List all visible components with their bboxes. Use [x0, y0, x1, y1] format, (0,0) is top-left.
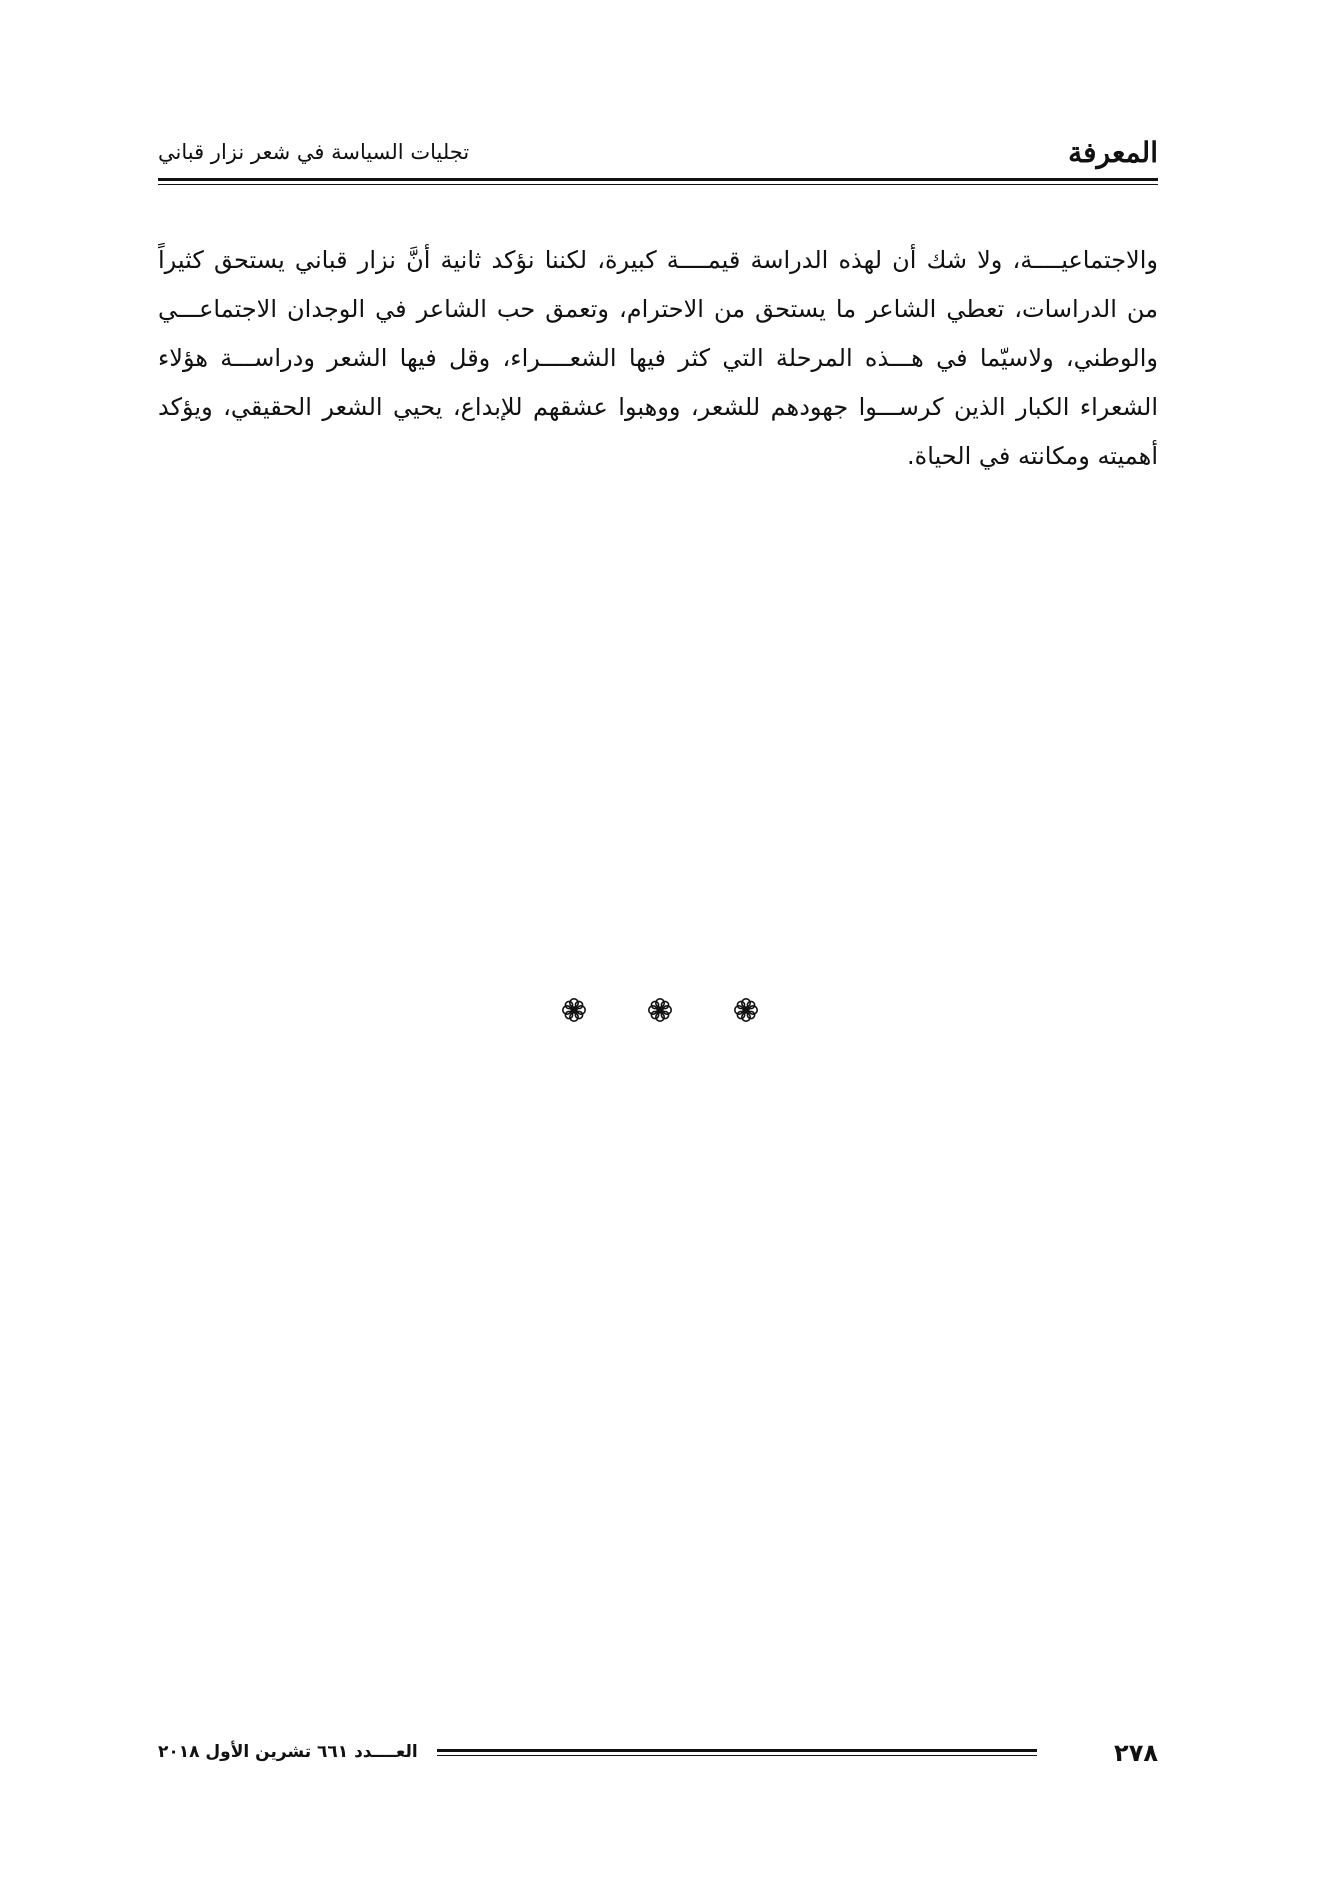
running-header [158, 136, 1158, 176]
flower-icon [732, 996, 760, 1024]
article-title: تجليات السياسة في شعر نزار قباني [158, 140, 470, 164]
issue-label: العــــدد ٦٦١ تشرين الأول ٢٠١٨ [158, 1742, 418, 1762]
journal-name: المعرفة [1068, 136, 1158, 169]
flower-icon [560, 996, 588, 1024]
page-footer [158, 1737, 1158, 1773]
page-number: ٢٧٨ [1114, 1739, 1158, 1767]
body-text [158, 236, 1158, 481]
flower-icon [646, 996, 674, 1024]
header-rule-thin [158, 184, 1158, 185]
header-rule [158, 178, 1158, 181]
section-ornament [560, 992, 760, 1028]
body-paragraph: والاجتماعيــــة، ولا شك أن لهذه الدراسة قيمــــة كبيرة، لكننا نؤكد ثانية أنَّ نزار قباني يستحق كثيراً من الدراسات، تعطي الشاعر ما يستحق من الاحترام، وتعمق حب الشاعر في الوجدان الاجتماعـــي والوطني، ولاسيّما في هـــذه المرحلة التي كثر فيها الشعــــراء، وقل فيها الشعر ودراســـة هؤلاء الشعراء الكبار الذين كرســـوا جهودهم للشعر، ووهبوا عشقهم للإبداع، يحيي الشعر الحقيقي، ويؤكد أهميته ومكانته في الحياة. [158, 246, 1158, 470]
